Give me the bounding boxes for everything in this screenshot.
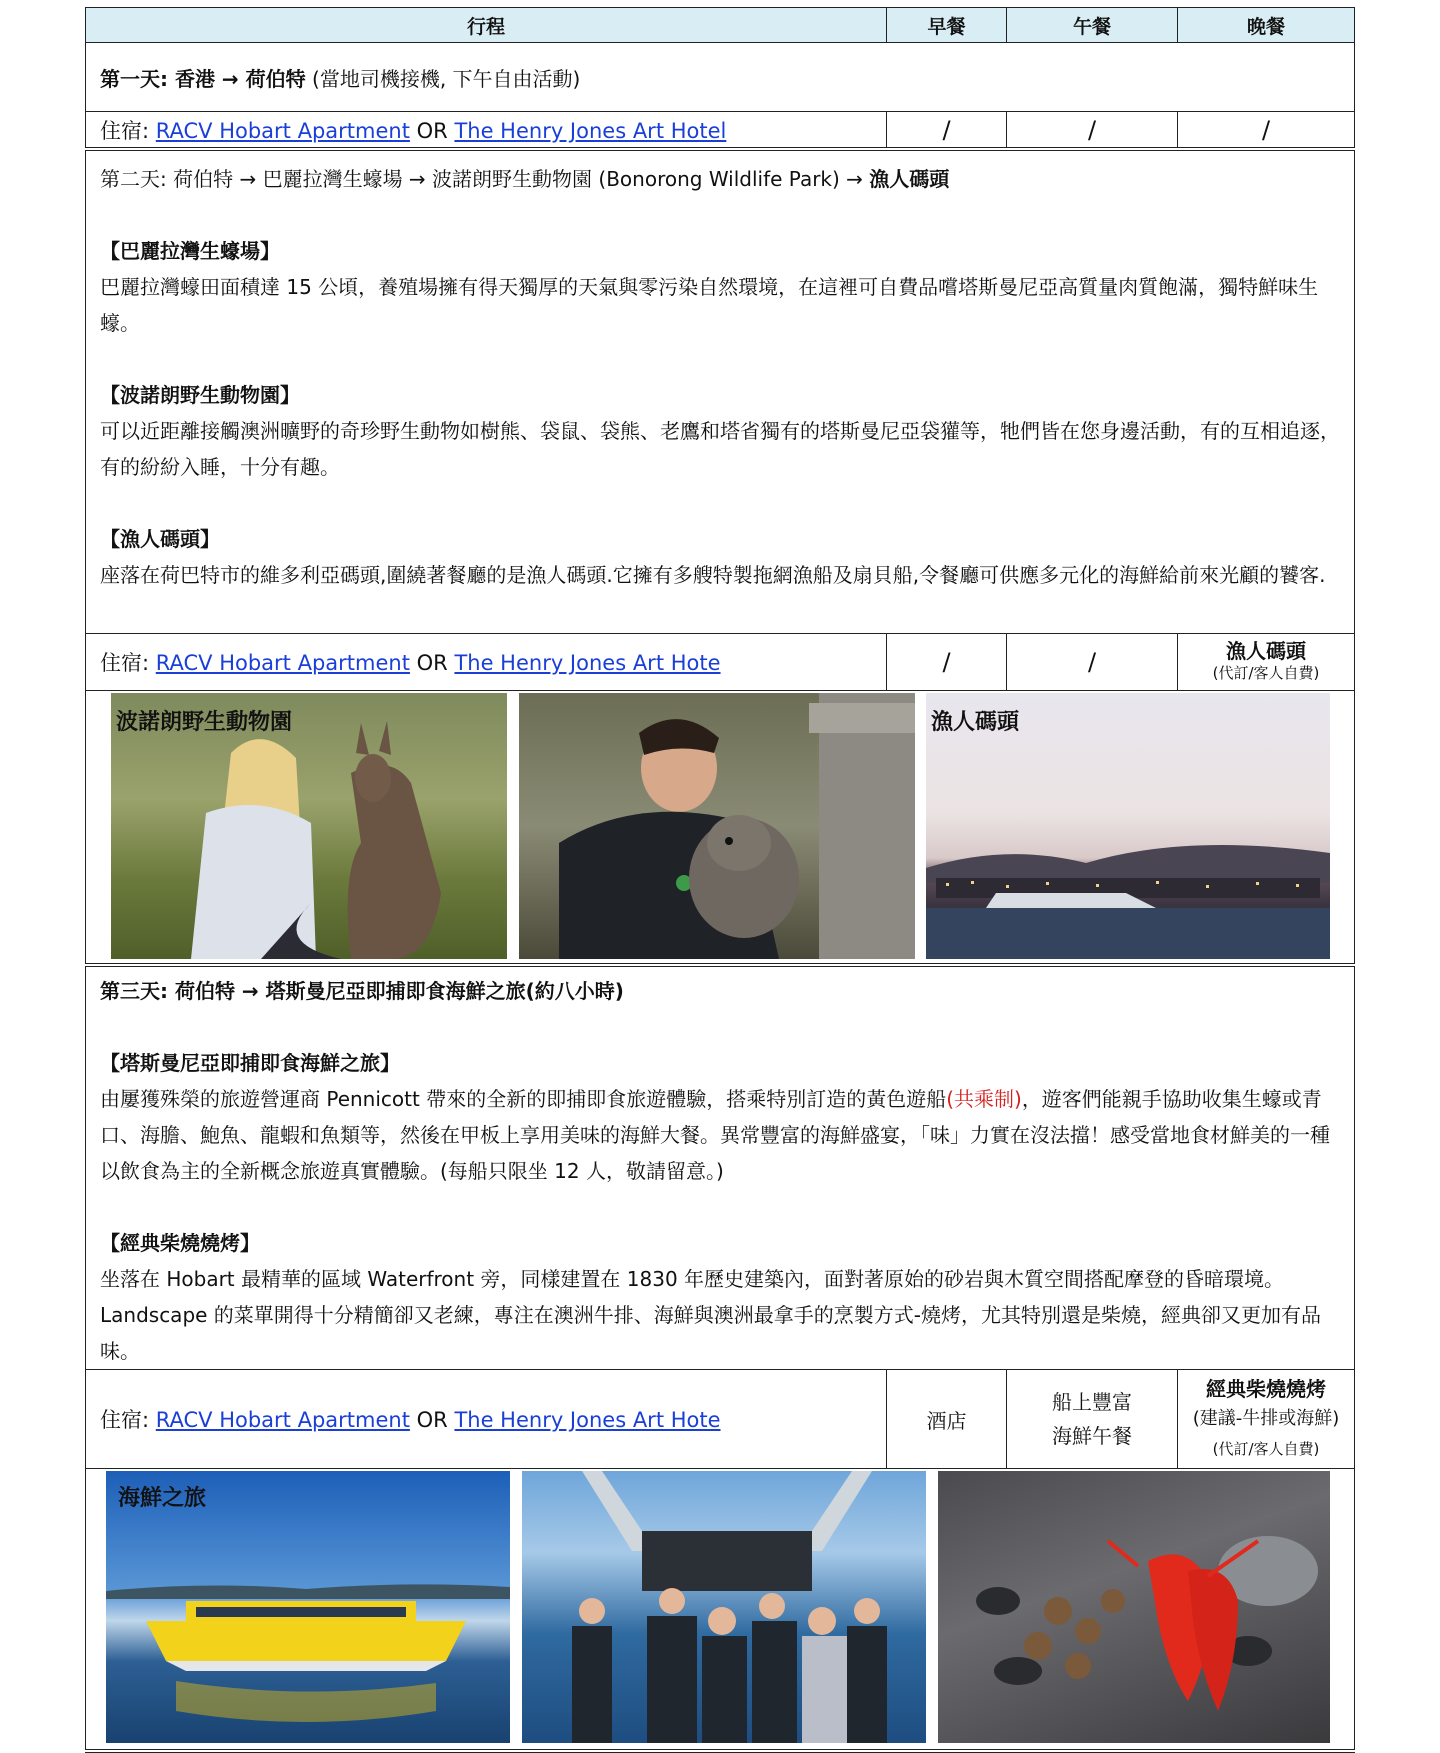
or-text: OR bbox=[409, 118, 455, 143]
day3-section-bbq-text: 坐落在 Hobart 最精華的區域 Waterfront 旁，同樣建置在 1830 年歷史建築內，面對著原始的砂岩與木質空間搭配摩登的昏暗環境。Landscape 的菜單開得十分精簡卻又老練，專注在澳洲牛排、海鮮與澳洲最拿手的烹製方式-燒烤，尤其特別還是柴燒，經典卻又更加有品味。 bbox=[100, 1267, 1322, 1363]
photo-label-fishermans-wharf: 漁人碼頭 bbox=[931, 710, 1020, 735]
day2-lunch: / bbox=[1007, 634, 1178, 691]
day3-section-seafood-title: 【塔斯曼尼亞即捕即食海鮮之旅】 bbox=[100, 1051, 400, 1075]
hotel-link-racv[interactable]: RACV Hobart Apartment bbox=[155, 651, 410, 675]
day2-photos bbox=[86, 691, 1355, 966]
day3-breakfast: 酒店 bbox=[887, 1370, 1007, 1469]
day2-breakfast: / bbox=[887, 634, 1007, 691]
day3-section-bbq-title: 【經典柴燒燒烤】 bbox=[100, 1231, 260, 1255]
day3-dinner-main: 經典柴燒燒烤 bbox=[1206, 1377, 1326, 1401]
day2-description bbox=[86, 149, 1355, 634]
day3-photos bbox=[86, 1469, 1355, 1752]
day3-description bbox=[86, 965, 1355, 1370]
day3-lunch-line1: 船上豐富 bbox=[1052, 1390, 1132, 1414]
header-itinerary: 行程 bbox=[86, 8, 887, 43]
day2-dinner bbox=[1178, 634, 1355, 691]
day2-section-wharf-title: 【漁人碼頭】 bbox=[100, 527, 220, 551]
day3-title: 第三天: 荷伯特 → 塔斯曼尼亞即捕即食海鮮之旅(約八小時) bbox=[100, 979, 624, 1003]
hotel-link-henry-jones[interactable]: The Henry Jones Art Hotel bbox=[454, 118, 727, 143]
day3-dinner-sub: (建議-牛排或海鮮) bbox=[1192, 1408, 1340, 1429]
day2-section-oyster-title: 【巴麗拉灣生蠔場】 bbox=[100, 239, 280, 263]
day1-breakfast: / bbox=[887, 112, 1007, 150]
day1-accommodation-row bbox=[86, 112, 1355, 150]
day2-title-route: 第二天: 荷伯特 → 巴麗拉灣生蠔場 → 波諾朗野生動物園 (Bonorong Wildlife Park) → bbox=[100, 167, 870, 191]
itinerary-document bbox=[85, 7, 1354, 1753]
hotel-link-henry-jones[interactable]: The Henry Jones Art Hote bbox=[454, 651, 721, 675]
stay-label: 住宿: bbox=[100, 118, 156, 143]
photo-group-on-boat bbox=[522, 1471, 926, 1743]
table-header-row bbox=[86, 8, 1355, 43]
day2-section-oyster-text: 巴麗拉灣蠔田面積達 15 公頃，養殖場擁有得天獨厚的天氣與零污染自然環境，在這裡可自費品嚐塔斯曼尼亞高質量肉質飽滿，獨特鮮味生蠔。 bbox=[100, 275, 1319, 335]
day2-dinner-main: 漁人碼頭 bbox=[1226, 639, 1306, 663]
hotel-link-racv[interactable]: RACV Hobart Apartment bbox=[155, 1408, 410, 1432]
day3-accommodation-row bbox=[86, 1370, 1355, 1469]
day3-dinner bbox=[1178, 1370, 1355, 1469]
hotel-link-racv[interactable]: RACV Hobart Apartment bbox=[155, 118, 410, 143]
day2-dinner-note: (代訂/客人自費) bbox=[1212, 664, 1320, 682]
day2-description-row bbox=[86, 149, 1355, 634]
itinerary-table bbox=[85, 7, 1355, 1753]
photo-label-bonorong: 波諾朗野生動物園 bbox=[116, 710, 293, 735]
day1-title-note: (當地司機接機, 下午自由活動) bbox=[305, 66, 581, 91]
day3-section-seafood-text bbox=[100, 1081, 1340, 1189]
header-lunch: 午餐 bbox=[1007, 8, 1178, 43]
day3-seafood-text-a: 由屢獲殊榮的旅遊營運商 Pennicott 帶來的全新的即捕即食旅遊體驗，搭乘特別訂造的黃色遊船 bbox=[100, 1087, 947, 1111]
stay-label: 住宿: bbox=[100, 1408, 156, 1432]
day2-accommodation-row bbox=[86, 634, 1355, 691]
hotel-link-henry-jones[interactable]: The Henry Jones Art Hote bbox=[454, 1408, 721, 1432]
day1-lunch: / bbox=[1007, 112, 1178, 150]
day3-photo-row bbox=[86, 1469, 1355, 1752]
day2-title bbox=[100, 161, 1340, 197]
day3-seafood-text-b: ，遊客們能親手協助收集生蠔或青口、海膽、鮑魚、龍蝦和魚類等，然後在甲板上享用美味的海鮮大餐。異常豐富的海鮮盛宴，「味」力實在沒法擋！感受當地食材鮮美的一種以飲食為主的全新概念旅遊真實體驗。(每船只限坐 12 人，敬請留意。) bbox=[100, 1087, 1330, 1183]
day3-seafood-shared-note: (共乘制) bbox=[946, 1087, 1022, 1111]
day3-lunch-line2: 海鮮午餐 bbox=[1052, 1424, 1132, 1448]
seafood-image bbox=[938, 1471, 1330, 1743]
header-breakfast: 早餐 bbox=[887, 8, 1007, 43]
stay-label: 住宿: bbox=[100, 651, 156, 675]
day2-accommodation bbox=[86, 634, 887, 691]
photo-wombat bbox=[519, 693, 915, 959]
or-text: OR bbox=[409, 651, 455, 675]
day1-accommodation bbox=[86, 112, 887, 150]
day2-section-wildlife-title: 【波諾朗野生動物園】 bbox=[100, 383, 300, 407]
day2-section-wildlife-text: 可以近距離接觸澳洲曠野的奇珍野生動物如樹熊、袋鼠、袋熊、老鷹和塔省獨有的塔斯曼尼亞袋獾等，牠們皆在您身邊活動，有的互相追逐，有的紛紛入睡，十分有趣。 bbox=[100, 419, 1340, 479]
day2-photo-row bbox=[86, 691, 1355, 966]
day1-title bbox=[86, 43, 1355, 112]
day3-lunch bbox=[1007, 1370, 1178, 1469]
header-dinner: 晚餐 bbox=[1178, 8, 1355, 43]
day2-section-wharf-text: 座落在荷巴特市的維多利亞碼頭,圍繞著餐廳的是漁人碼頭.它擁有多艘特製拖網漁船及扇貝船,令餐廳可供應多元化的海鮮給前來光顧的饕客. bbox=[100, 563, 1326, 587]
group-image bbox=[522, 1471, 926, 1743]
photo-label-seafood-tour: 海鮮之旅 bbox=[118, 1486, 207, 1511]
day1-title-bold: 第一天: 香港 → 荷伯特 bbox=[100, 66, 306, 91]
day3-dinner-note: (代訂/客人自費) bbox=[1212, 1440, 1320, 1458]
day3-description-row bbox=[86, 965, 1355, 1370]
day1-dinner: / bbox=[1178, 112, 1355, 150]
day3-accommodation bbox=[86, 1370, 887, 1469]
photo-seafood bbox=[938, 1471, 1330, 1743]
or-text: OR bbox=[409, 1408, 455, 1432]
day1-title-row bbox=[86, 43, 1355, 112]
day2-title-bold: 漁人碼頭 bbox=[869, 167, 950, 191]
wombat-image bbox=[519, 693, 915, 959]
